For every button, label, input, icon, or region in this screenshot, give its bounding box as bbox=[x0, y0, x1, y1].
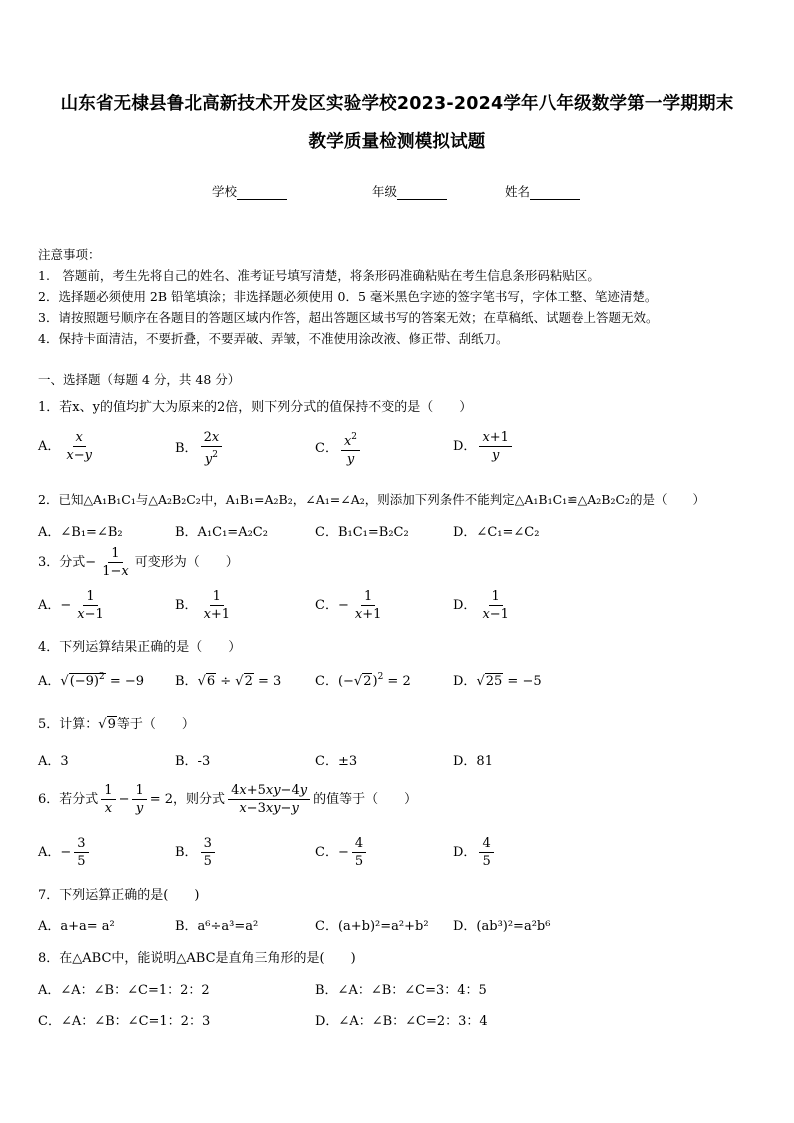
notice-item-2: 2．选择题必须使用 2B 铅笔填涂；非选择题必须使用 0．5 毫米黑色字迹的签字笔书写，字体工整、笔迹清楚。 bbox=[38, 289, 658, 304]
fraction: $\frac{x}{x-y}$ bbox=[66, 430, 92, 463]
notice-heading: 注意事项： bbox=[38, 247, 101, 262]
q1-option-b[interactable]: B． $\frac{2x}{y^2}$ bbox=[175, 430, 225, 467]
q4-option-a[interactable]: A．$√(-9)^2 = -9$ bbox=[38, 672, 145, 689]
name-label: 姓名 bbox=[505, 184, 531, 199]
q6-option-c[interactable]: C．− $\frac{4}{5}$ bbox=[315, 836, 369, 869]
fraction: $\frac{1}{x}$ bbox=[101, 783, 115, 816]
q2-stem: 2．已知△A₁B₁C₁与△A₂B₂C₂中，A₁B₁=A₂B₂，∠A₁=∠A₂，则添加下列条件不能判定△A₁B₁C₁≌△A₂B₂C₂的是（ ） bbox=[38, 492, 706, 507]
q7-option-c[interactable]: C．(a+b)²=a²+b² bbox=[315, 919, 429, 934]
q5-stem: 5．计算：√9等于（ ） bbox=[38, 717, 195, 732]
q2-option-b[interactable]: B．A₁C₁=A₂C₂ bbox=[175, 525, 268, 540]
page-title-line-2: 教学质量检测模拟试题 bbox=[308, 132, 486, 152]
q1-stem: 1．若x、y的值均扩大为原来的2倍，则下列分式的值保持不变的是（ ） bbox=[38, 400, 473, 415]
q6-option-a[interactable]: A．− $\frac{3}{5}$ bbox=[38, 836, 92, 869]
q8-option-b[interactable]: B．∠A：∠B：∠C=3：4：5 bbox=[315, 983, 487, 998]
grade-field[interactable] bbox=[372, 182, 447, 200]
q2-option-d[interactable]: D．∠C₁=∠C₂ bbox=[453, 525, 540, 540]
q3-option-a[interactable]: A．− $\frac{1}{x-1}$ bbox=[38, 589, 110, 622]
fraction: $\frac{1}{y}$ bbox=[132, 783, 146, 816]
q8-stem: 8．在△ABC中，能说明△ABC是直角三角形的是( ) bbox=[38, 951, 356, 966]
school-label: 学校 bbox=[212, 184, 238, 199]
name-field[interactable] bbox=[505, 182, 580, 200]
q4-option-c[interactable]: C．$(-√2)^2 = 2$ bbox=[315, 672, 411, 689]
notice-item-4: 4．保持卡面清洁，不要折叠，不要弄破、弄皱，不准使用涂改液、修正带、刮纸刀。 bbox=[38, 331, 509, 346]
q4-option-d[interactable]: D．√25 = −5 bbox=[453, 674, 542, 689]
q4-stem: 4．下列运算结果正确的是（ ） bbox=[38, 640, 242, 655]
q1-option-c[interactable]: C． $\frac{x^2}{y}$ bbox=[315, 430, 363, 467]
q5-option-a[interactable]: A．3 bbox=[38, 754, 69, 769]
fraction: $\frac{1}{1-x}$ bbox=[102, 546, 129, 579]
notice-item-3: 3．请按照题号顺序在各题目的答题区域内作答，超出答题区域书写的答案无效；在草稿纸、试题卷上答题无效。 bbox=[38, 310, 659, 325]
q2-option-c[interactable]: C．B₁C₁=B₂C₂ bbox=[315, 525, 409, 540]
q8-option-a[interactable]: A．∠A：∠B：∠C=1：2：2 bbox=[38, 983, 210, 998]
fraction: $\frac{2x}{y^2}$ bbox=[201, 430, 223, 467]
fraction: $\frac{1}{x-1}$ bbox=[482, 589, 509, 622]
page-title-line-1: 山东省无棣县鲁北高新技术开发区实验学校2023-2024学年八年级数学第一学期期末 bbox=[60, 94, 734, 114]
q1-option-a[interactable]: A． $\frac{x}{x-y}$ bbox=[38, 430, 98, 463]
fraction: $\frac{x+1}{y}$ bbox=[479, 430, 512, 463]
fraction: $\frac{4x+5xy-4y}{x-3xy-y}$ bbox=[228, 783, 310, 816]
q8-option-c[interactable]: C．∠A：∠B：∠C=1：2：3 bbox=[38, 1014, 211, 1029]
fraction: $\frac{1}{x-1}$ bbox=[77, 589, 104, 622]
fraction: $\frac{4}{5}$ bbox=[352, 836, 366, 869]
q1-option-d[interactable]: D． $\frac{x+1}{y}$ bbox=[453, 430, 515, 463]
fraction: $\frac{x^2}{y}$ bbox=[341, 430, 360, 467]
q6-stem: 6．若分式 $\frac{1}{x}$ − $\frac{1}{y}$ = 2，则分式 $\frac{4x+5xy-4y}{x-3xy-y}$ 的值等于（ ） bbox=[38, 783, 418, 816]
q7-option-b[interactable]: B．a⁶÷a³=a² bbox=[175, 919, 259, 934]
fraction: $\frac{1}{x+1}$ bbox=[203, 589, 231, 622]
fraction: $\frac{4}{5}$ bbox=[479, 836, 493, 869]
q3-stem: 3．分式− $\frac{1}{1-x}$ 可变形为（ ） bbox=[38, 546, 239, 579]
q3-option-c[interactable]: C．− $\frac{1}{x+1}$ bbox=[315, 589, 387, 622]
fraction: $\frac{3}{5}$ bbox=[74, 836, 88, 869]
notice-item-1: 1. 答题前，考生先将自己的姓名、准考证号填写清楚，将条形码准确粘贴在考生信息条形码粘贴区。 bbox=[38, 268, 600, 283]
q7-stem: 7．下列运算正确的是( ) bbox=[38, 888, 200, 903]
section-heading: 一、选择题（每题 4 分，共 48 分） bbox=[38, 372, 241, 387]
q3-option-b[interactable]: B． $\frac{1}{x+1}$ bbox=[175, 589, 236, 622]
q6-option-b[interactable]: B． $\frac{3}{5}$ bbox=[175, 836, 218, 869]
q2-option-a[interactable]: A．∠B₁=∠B₂ bbox=[38, 525, 123, 540]
grade-label: 年级 bbox=[372, 184, 398, 199]
q3-option-d[interactable]: D． $\frac{1}{x-1}$ bbox=[453, 589, 515, 622]
q4-option-b[interactable]: B．√6 ÷ √2 = 3 bbox=[175, 674, 282, 689]
q5-option-c[interactable]: C．±3 bbox=[315, 754, 358, 769]
q6-option-d[interactable]: D． $\frac{4}{5}$ bbox=[453, 836, 497, 869]
fraction: $\frac{1}{x+1}$ bbox=[354, 589, 382, 622]
q5-option-b[interactable]: B．-3 bbox=[175, 754, 211, 769]
q8-option-d[interactable]: D．∠A：∠B：∠C=2：3：4 bbox=[315, 1014, 488, 1029]
q7-option-a[interactable]: A．a+a= a² bbox=[38, 919, 115, 934]
school-field[interactable] bbox=[212, 182, 287, 200]
q5-option-d[interactable]: D．81 bbox=[453, 754, 493, 769]
fraction: $\frac{3}{5}$ bbox=[201, 836, 215, 869]
q7-option-d[interactable]: D．(ab³)²=a²b⁶ bbox=[453, 919, 551, 934]
